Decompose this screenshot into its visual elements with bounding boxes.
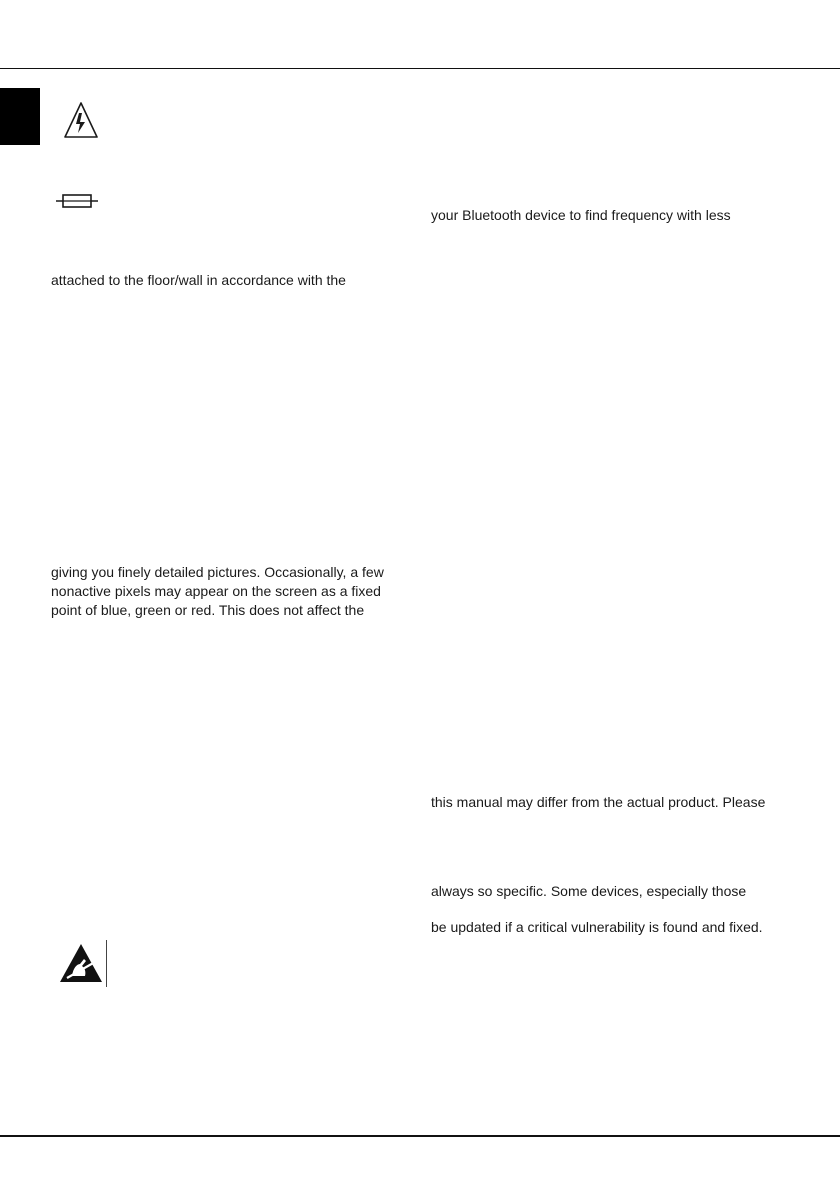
electric-shock-warning-icon: [63, 101, 99, 139]
fuse-icon: [56, 192, 98, 210]
pixels-text-line-2: nonactive pixels may appear on the screen as a fixed: [51, 583, 381, 599]
manual-differ-text: this manual may differ from the actual product. Please: [431, 794, 766, 810]
footer-rule: [0, 1135, 840, 1137]
updates-text: be updated if a critical vulnerability is found and fixed.: [431, 919, 763, 935]
pixels-text-line-1: giving you finely detailed pictures. Occasionally, a few: [51, 564, 384, 580]
esd-divider: [106, 940, 107, 987]
bluetooth-text: your Bluetooth device to find frequency with less: [431, 207, 731, 223]
electrostatic-discharge-warning-icon: [58, 942, 104, 984]
header-rule: [0, 68, 840, 69]
language-side-tab: [0, 88, 40, 145]
devices-text: always so specific. Some devices, especially those: [431, 883, 747, 899]
anchoring-text: attached to the floor/wall in accordance with the: [51, 272, 346, 288]
pixels-text-line-3: point of blue, green or red. This does not affect the: [51, 602, 365, 618]
